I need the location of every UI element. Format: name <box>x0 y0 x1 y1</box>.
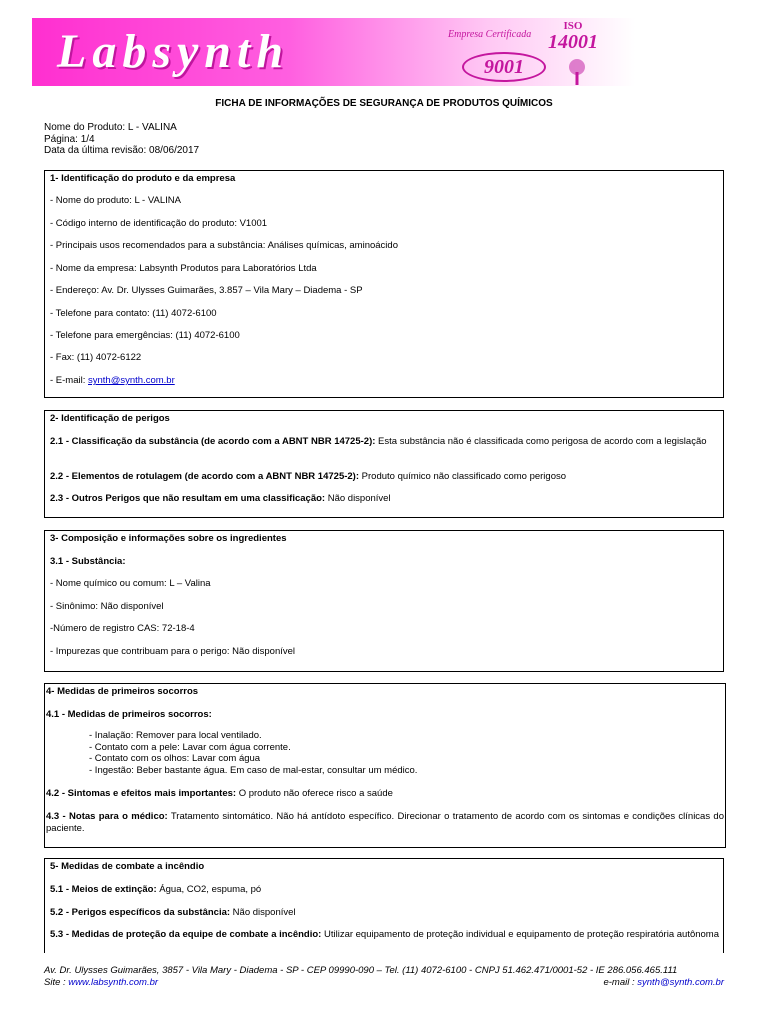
site-link[interactable]: www.labsynth.com.br <box>68 976 159 988</box>
first-aid-subheading: 4.1 - Medidas de primeiros socorros: <box>46 709 212 720</box>
substance-subheading: 3.1 - Substância: <box>50 556 126 567</box>
section-heading: 1- Identificação do produto e da empresa <box>50 173 236 184</box>
section-1 <box>44 170 724 398</box>
doctor-notes-text: Tratamento sintomático. Não há antídoto específico. Direcionar o tratamento de acordo com os sintomas e condições clínicas do paciente. <box>46 811 724 834</box>
impurities: - Impurezas que contribuam para o perigo: Não disponível <box>50 646 296 657</box>
specific-hazards <box>50 907 296 918</box>
hazard-classification-text: Esta substância não é classificada como perigosa de acordo com a legislação <box>375 436 707 447</box>
specific-hazards-label: 5.2 - Perigos específicos da substância: <box>50 907 231 918</box>
section-heading: 4- Medidas de primeiros socorros <box>46 686 199 697</box>
specific-hazards-text: Não disponível <box>230 907 296 918</box>
other-hazards-text: Não disponível <box>325 493 391 504</box>
label-elements-text: Produto químico não classificado como perigoso <box>359 471 567 482</box>
list-item: - Contato com a pele: Lavar com água corrente. <box>89 741 291 753</box>
iso-14001-seal <box>538 20 608 60</box>
document-title: FICHA DE INFORMAÇÕES DE SEGURANÇA DE PRODUTOS QUÍMICOS <box>215 98 553 109</box>
list-item: - Ingestão: Beber bastante água. Em caso de mal-estar, consultar um médico. <box>89 764 418 776</box>
extinguishing-media-text: Água, CO2, espuma, pó <box>156 884 262 895</box>
certified-company-label: Empresa Certificada <box>448 29 532 40</box>
section-heading: 3- Composição e informações sobre os ingredientes <box>50 533 287 544</box>
symptoms-label: 4.2 - Sintomas e efeitos mais importantes: <box>46 788 237 799</box>
email-link[interactable]: synth@synth.com.br <box>88 375 175 386</box>
footer-address: Av. Dr. Ulysses Guimarães, 3857 - Vila Mary - Diadema - SP - CEP 09990-090 – Tel. (11) 4072-6100 - CNPJ 51.462.471/0001-52 - IE 286.056.465.111 <box>44 965 678 976</box>
tree-icon <box>560 58 594 86</box>
field-email <box>50 375 175 386</box>
footer-email-link[interactable]: synth@synth.com.br <box>637 976 724 988</box>
chemical-name: - Nome químico ou comum: L – Valina <box>50 578 211 589</box>
other-hazards-label: 2.3 - Outros Perigos que não resultam em uma classificação: <box>50 493 326 504</box>
field-fax: - Fax: (11) 4072-6122 <box>50 352 142 363</box>
section-4 <box>44 683 726 848</box>
symptoms <box>46 788 393 799</box>
symptoms-text: O produto não oferece risco a saúde <box>236 788 393 799</box>
footer-contacts <box>44 977 724 989</box>
iso-14001-number: 14001 <box>548 31 598 53</box>
footer-email-label: e-mail : <box>603 976 638 988</box>
synonym: - Sinônimo: Não disponível <box>50 601 164 612</box>
cas-number: -Número de registro CAS: 72-18-4 <box>50 623 195 634</box>
field-address: - Endereço: Av. Dr. Ulysses Guimarães, 3.857 – Vila Mary – Diadema - SP <box>50 285 363 296</box>
section-2 <box>44 410 724 518</box>
field-product: - Nome do produto: L - VALINA <box>50 195 181 206</box>
page-number: Página: 1/4 <box>44 133 95 145</box>
hazard-classification <box>50 436 720 448</box>
label-elements <box>50 471 566 482</box>
labsynth-logo: Labsynth <box>57 25 290 78</box>
doctor-notes <box>46 811 724 834</box>
field-emergency: - Telefone para emergências: (11) 4072-6100 <box>50 330 240 341</box>
product-name: Nome do Produto: L - VALINA <box>44 122 177 133</box>
hazard-classification-label: 2.1 - Classificação da substância (de acordo com a ABNT NBR 14725-2): <box>50 436 376 447</box>
first-aid-list <box>89 730 417 776</box>
section-heading: 2- Identificação de perigos <box>50 413 170 424</box>
firefighter-protection <box>50 929 720 941</box>
list-item: - Contato com os olhos: Lavar com água <box>89 753 261 764</box>
section-heading: 5- Medidas de combate a incêndio <box>50 861 205 872</box>
extinguishing-media <box>50 884 261 895</box>
field-company: - Nome da empresa: Labsynth Produtos para Laboratórios Ltda <box>50 263 317 274</box>
header-banner <box>32 18 768 86</box>
doctor-notes-label: 4.3 - Notas para o médico: <box>46 811 168 822</box>
other-hazards <box>50 493 391 504</box>
site-label: Site : <box>44 976 69 988</box>
field-uses: - Principais usos recomendados para a substância: Análises químicas, aminoácido <box>50 240 398 251</box>
iso-label: ISO <box>563 20 583 32</box>
iso-9001-seal: 9001 <box>462 52 546 82</box>
revision-date: Data da última revisão: 08/06/2017 <box>44 145 200 156</box>
footer-email <box>603 977 724 989</box>
email-label: - E-mail: <box>50 375 88 386</box>
extinguishing-media-label: 5.1 - Meios de extinção: <box>50 884 157 895</box>
firefighter-protection-text: Utilizar equipamento de proteção individual e equipamento de proteção respiratória autônoma <box>321 929 720 940</box>
list-item: - Inalação: Remover para local ventilado. <box>89 730 262 741</box>
label-elements-label: 2.2 - Elementos de rotulagem (de acordo com a ABNT NBR 14725-2): <box>50 471 360 482</box>
firefighter-protection-label: 5.3 - Medidas de proteção da equipe de combate a incêndio: <box>50 929 322 940</box>
page-footer <box>44 965 724 988</box>
field-phone: - Telefone para contato: (11) 4072-6100 <box>50 308 217 319</box>
footer-site <box>44 977 158 989</box>
field-code: - Código interno de identificação do produto: V1001 <box>50 218 268 229</box>
document-meta <box>44 122 199 157</box>
section-5 <box>44 858 724 953</box>
section-3 <box>44 530 724 672</box>
